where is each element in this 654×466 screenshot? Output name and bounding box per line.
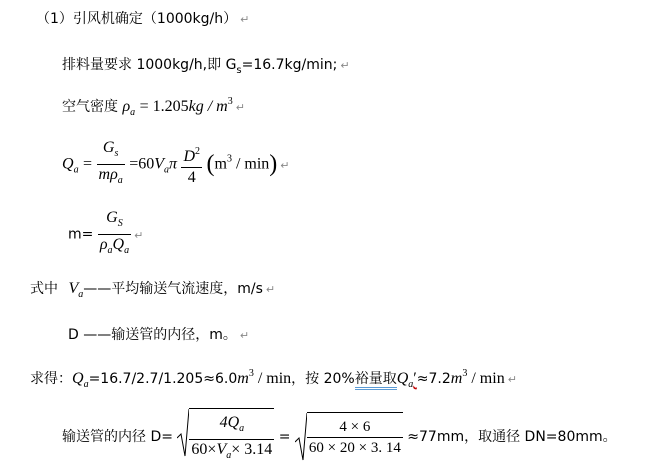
diameter-formula: 输送管的内径 D= $\frac{4Q_a}{60\times V_a\times 3.14}$ = $\frac{4 \times 6}{60 \times 20 \times 3. 14}$ ≈77mm，取通径 DN=80mm。 [62,408,617,466]
fraction-gs-over-m-rho: $\frac{G_s}{m\rho_a}$ [98,139,123,186]
paragraph-mark-icon: ↵ [280,158,290,172]
paragraph-mark-icon: ↵ [507,373,517,386]
fraction-4q-over-60v: $\frac{4Q_a}{60\times V_a\times 3.14}$ [191,414,273,461]
diameter-definition-line: D ——输送管的内径，m。 ↵ [68,327,250,343]
section-heading: （1）引风机确定（1000kg/h） ↵ [36,11,250,27]
paragraph-mark-icon: ↵ [134,228,144,242]
mass-ratio-formula: m= $\frac{G_S}{\rho_aQ_a}$ ↵ [68,208,143,261]
paragraph-mark-icon: ↵ [235,101,245,114]
fraction-d2-over-4: $\frac{D^2}{4}$ [181,142,202,188]
radical-sign-icon [177,408,189,458]
discharge-rate-line: 排料量要求 1000kg/h,即 $G_s=16.7kg/\min$; ↵ [62,57,350,76]
flow-rate-formula: $Q_a$ = $\frac{G_s}{m\rho_a}$ $=60V_a\pi$ $\frac{D^2}{4}$ $(m^3 / \min)$ ↵ [62,138,290,191]
paragraph-mark-icon: ↵ [240,13,250,26]
paragraph-mark-icon: ↵ [239,329,250,342]
air-density-line: 空气密度 $\rho_a = 1.205kg / m^3$ ↵ [62,96,245,118]
fraction-gs-over-rho-q: $\frac{G_S}{\rho_aQ_a}$ [99,209,130,256]
radical-sign-icon [295,412,307,462]
fraction-numeric: $\frac{4 \times 6}{60 \times 20 \times 3. 14}$ [308,419,401,456]
paragraph-mark-icon: ↵ [340,59,350,72]
sqrt-expression-1 [177,408,274,466]
paragraph-mark-icon: ↵ [265,283,276,296]
velocity-definition-line: 式中 $V_a——$平均输送气流速度，m/s ↵ [30,280,276,300]
sqrt-expression-2 [295,412,403,462]
result-line: 求得：$Q_a=16.7/2.7/1.205\approx 6.0m^3 / \min$，按 20%裕量取$Q_a'\approx 7.2m^3 / \min$ ↵ [30,368,517,390]
